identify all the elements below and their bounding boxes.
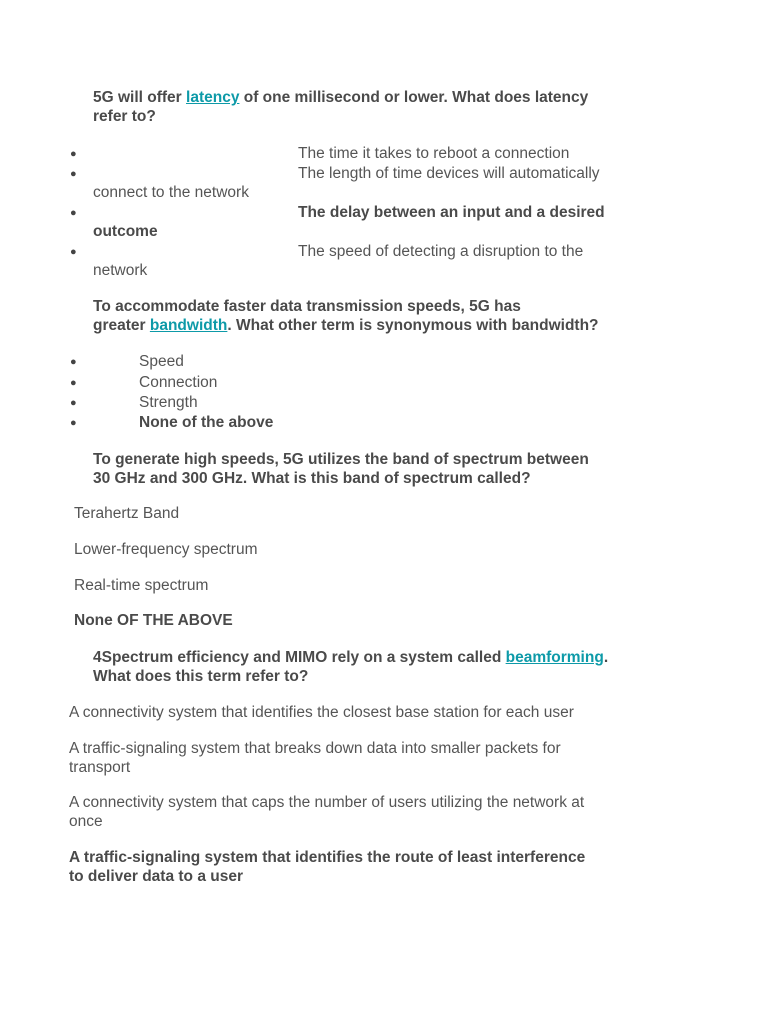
question-1-text-start: 5G will offer <box>93 89 187 106</box>
q2-option-4: None of the above <box>139 414 274 431</box>
question-3-line-2: 30 GHz and 300 GHz. What is this band of spectrum called? <box>93 470 531 487</box>
question-1-text-end: of one millisecond or lower. What does latency <box>239 89 589 106</box>
question-1-line-1 <box>93 88 588 108</box>
question-1-line-2: refer to? <box>93 108 156 125</box>
q1-option-2-line-1: The length of time devices will automatically <box>298 165 600 182</box>
q2-option-1: Speed <box>139 353 184 370</box>
q4-option-4-line-2: to deliver data to a user <box>69 868 243 885</box>
bandwidth-link[interactable]: bandwidth <box>149 317 228 334</box>
q3-option-2: Lower-frequency spectrum <box>74 541 258 558</box>
question-2-line-2 <box>93 316 599 336</box>
q4-option-2-line-1: A traffic-signaling system that breaks down data into smaller packets for <box>69 740 561 757</box>
question-4-line-2: What does this term refer to? <box>93 668 309 685</box>
q1-option-3-line-1: The delay between an input and a desired <box>298 204 605 221</box>
question-2-text-start: greater <box>93 317 150 334</box>
q3-option-4: None OF THE ABOVE <box>74 612 233 629</box>
q2-option-2: Connection <box>139 374 218 391</box>
bullet-icon: ● <box>70 417 77 429</box>
q4-option-2-line-2: transport <box>69 759 131 776</box>
q1-option-4-line-2: network <box>93 262 148 279</box>
q1-option-4-line-1: The speed of detecting a disruption to the <box>298 243 584 260</box>
q4-option-3-line-1: A connectivity system that caps the number of users utilizing the network at <box>69 794 585 811</box>
bullet-icon: ● <box>70 207 77 219</box>
bullet-icon: ● <box>70 168 77 180</box>
question-4-text-end: . <box>603 649 609 666</box>
bullet-icon: ● <box>70 148 77 160</box>
q3-option-3: Real-time spectrum <box>74 577 209 594</box>
q4-option-1: A connectivity system that identifies the closest base station for each user <box>69 704 574 721</box>
question-3-line-1: To generate high speeds, 5G utilizes the band of spectrum between <box>93 451 589 468</box>
q4-option-3-line-2: once <box>69 813 103 830</box>
question-2-line-1: To accommodate faster data transmission speeds, 5G has <box>93 298 521 315</box>
bullet-icon: ● <box>70 356 77 368</box>
bullet-icon: ● <box>70 397 77 409</box>
question-2-text-end: . What other term is synonymous with bandwidth? <box>227 317 599 334</box>
beamforming-link[interactable]: beamforming <box>505 649 604 666</box>
q1-option-1: The time it takes to reboot a connection <box>298 145 570 162</box>
question-4-line-1 <box>93 648 608 668</box>
q1-option-2-line-2: connect to the network <box>93 184 249 201</box>
q3-option-1: Terahertz Band <box>74 505 180 522</box>
bullet-icon: ● <box>70 377 77 389</box>
q2-option-3: Strength <box>139 394 198 411</box>
latency-link[interactable]: latency <box>186 89 240 106</box>
bullet-icon: ● <box>70 246 77 258</box>
q4-option-4-line-1: A traffic-signaling system that identifies the route of least interference <box>69 849 586 866</box>
question-4-text-start: 4Spectrum efficiency and MIMO rely on a system called <box>93 649 506 666</box>
q1-option-3-line-2: outcome <box>93 223 158 240</box>
